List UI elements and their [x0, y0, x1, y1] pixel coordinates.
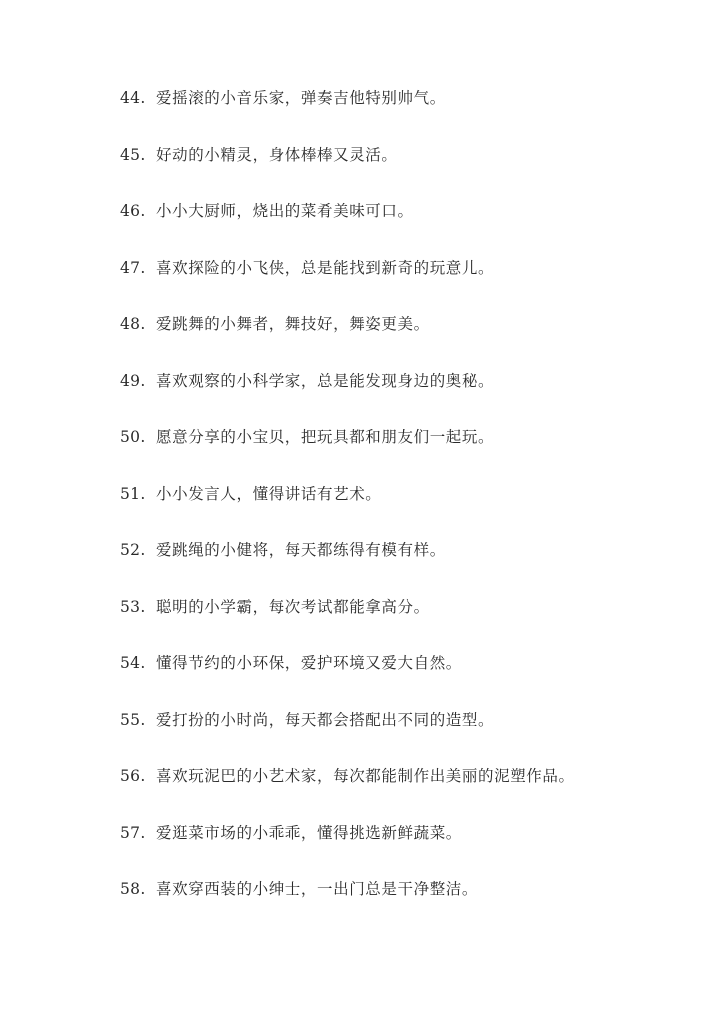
list-item [120, 312, 575, 369]
item-text: 爱打扮的小时尚，每天都会搭配出不同的造型。 [156, 710, 495, 729]
list-item [120, 651, 575, 708]
list-item [120, 256, 575, 313]
item-text: 爱摇滚的小音乐家，弹奏吉他特别帅气。 [156, 89, 446, 107]
numbered-list [120, 86, 575, 934]
item-text: 爱跳舞的小舞者，舞技好，舞姿更美。 [156, 315, 430, 333]
item-number: 53. [120, 597, 146, 616]
item-number: 51. [120, 484, 146, 503]
item-number: 52. [120, 541, 146, 559]
item-text: 懂得节约的小环保，爱护环境又爱大自然。 [156, 654, 462, 672]
item-number: 55. [120, 710, 146, 729]
item-text: 喜欢穿西装的小绅士，一出门总是干净整洁。 [156, 880, 479, 898]
item-number: 47. [120, 258, 146, 277]
item-text: 爱跳绳的小健将，每天都练得有模有样。 [156, 541, 446, 559]
item-number: 44. [120, 89, 146, 107]
item-text: 聪明的小学霸，每次考试都能拿高分。 [156, 597, 430, 616]
item-text: 爱逛菜市场的小乖乖，懂得挑选新鲜蔬菜。 [156, 823, 462, 842]
item-text: 好动的小精灵，身体棒棒又灵活。 [156, 145, 398, 164]
item-text: 喜欢观察的小科学家，总是能发现身边的奥秘。 [156, 371, 495, 390]
item-number: 56. [120, 767, 146, 785]
item-number: 57. [120, 823, 146, 842]
list-item [120, 425, 575, 482]
item-number: 48. [120, 315, 146, 333]
item-number: 50. [120, 428, 146, 446]
item-text: 小小大厨师，烧出的菜肴美味可口。 [156, 202, 414, 220]
list-item [120, 708, 575, 765]
item-text: 愿意分享的小宝贝，把玩具都和朋友们一起玩。 [156, 428, 495, 446]
item-number: 49. [120, 371, 146, 390]
item-text: 喜欢玩泥巴的小艺术家，每次都能制作出美丽的泥塑作品。 [156, 767, 575, 785]
list-item [120, 199, 575, 256]
list-item [120, 764, 575, 821]
list-item [120, 369, 575, 426]
list-item [120, 143, 575, 200]
item-text: 小小发言人，懂得讲话有艺术。 [156, 484, 382, 503]
item-text: 喜欢探险的小飞侠，总是能找到新奇的玩意儿。 [156, 258, 495, 277]
item-number: 45. [120, 145, 146, 164]
list-item [120, 538, 575, 595]
item-number: 54. [120, 654, 146, 672]
list-item [120, 86, 575, 143]
list-item [120, 595, 575, 652]
list-item [120, 877, 575, 934]
list-item [120, 821, 575, 878]
item-number: 46. [120, 202, 146, 220]
item-number: 58. [120, 880, 146, 898]
list-item [120, 482, 575, 539]
